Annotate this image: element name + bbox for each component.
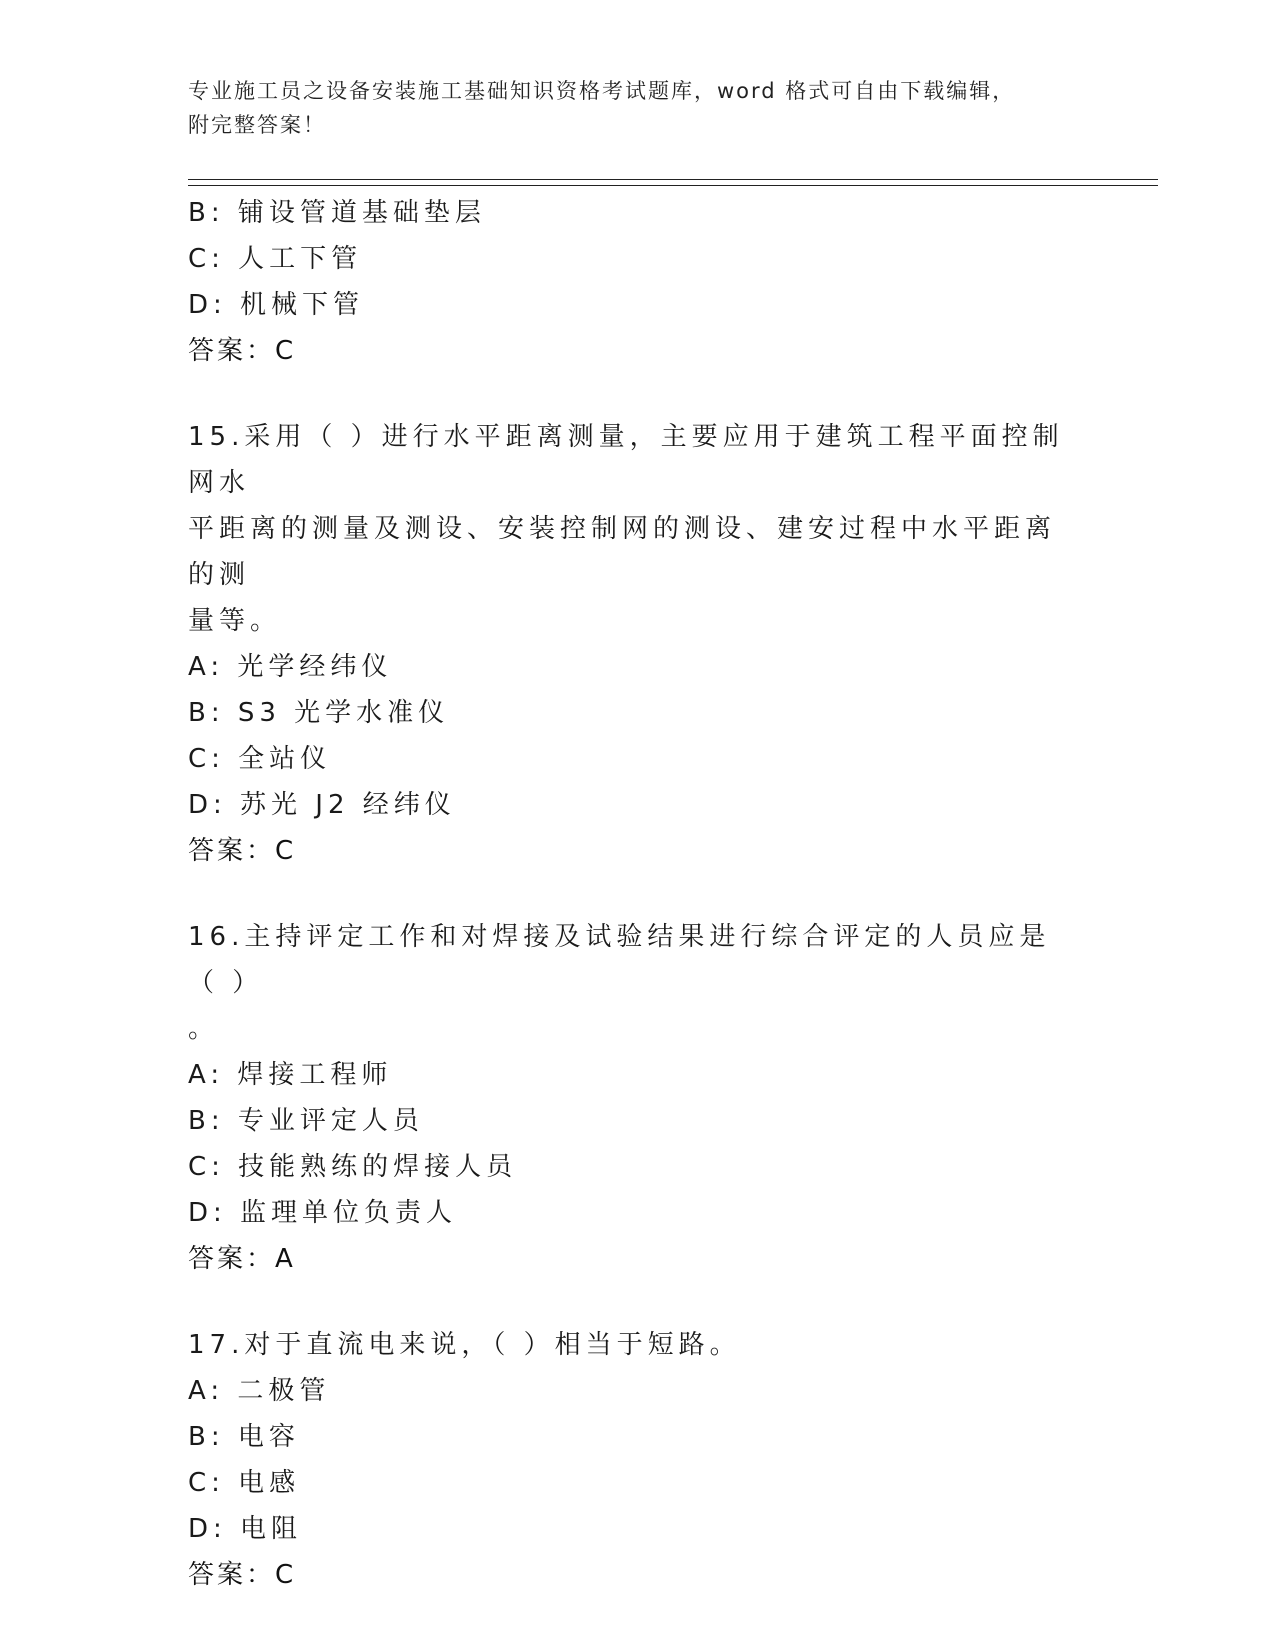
option-c: C: 人工下管 [188, 244, 363, 274]
option-d: D: 机械下管 [188, 290, 365, 320]
question-text-line: 量等。 [188, 606, 282, 636]
header-rule-top [188, 179, 1158, 180]
option-c: C: 电感 [188, 1468, 301, 1498]
header-rule-bottom [188, 185, 1158, 186]
option-c: C: 全站仪 [188, 744, 332, 774]
question-list [188, 190, 1068, 1598]
option-b: B: 电容 [188, 1422, 300, 1452]
question-text-line: 平距离的测量及测设、安装控制网的测设、建安过程中水平距离的测 [188, 514, 1057, 590]
answer-line: 答案：A [188, 1244, 296, 1274]
question-block-15 [188, 414, 1068, 874]
option-b: B: S3 光学水准仪 [188, 698, 450, 728]
answer-line: 答案：C [188, 336, 297, 366]
option-c: C: 技能熟练的焊接人员 [188, 1152, 518, 1182]
option-a: A: 焊接工程师 [188, 1060, 393, 1090]
answer-line: 答案：C [188, 836, 297, 866]
question-text-line: 15.采用（ ）进行水平距离测量，主要应用于建筑工程平面控制网水 [188, 422, 1064, 498]
option-d: D: 监理单位负责人 [188, 1198, 458, 1228]
option-b: B: 专业评定人员 [188, 1106, 424, 1136]
question-text-line: 。 [188, 1014, 220, 1044]
option-a: A: 光学经纬仪 [188, 652, 393, 682]
question-block-17 [188, 1322, 1068, 1598]
question-block-16 [188, 914, 1068, 1282]
question-text-line: 17.对于直流电来说，（ ）相当于短路。 [188, 1330, 741, 1360]
header-line-2: 附完整答案！ [188, 113, 326, 137]
header-line-1: 专业施工员之设备安装施工基础知识资格考试题库，word 格式可自由下载编辑， [188, 79, 1016, 103]
question-text-line: 16.主持评定工作和对焊接及试验结果进行综合评定的人员应是（ ） [188, 922, 1051, 998]
option-d: D: 电阻 [188, 1514, 303, 1544]
document-header [188, 74, 1088, 142]
answer-line: 答案：C [188, 1560, 297, 1590]
question-block-14 [188, 190, 1068, 374]
option-a: A: 二极管 [188, 1376, 331, 1406]
option-d: D: 苏光 J2 经纬仪 [188, 790, 456, 820]
option-b: B: 铺设管道基础垫层 [188, 198, 486, 228]
